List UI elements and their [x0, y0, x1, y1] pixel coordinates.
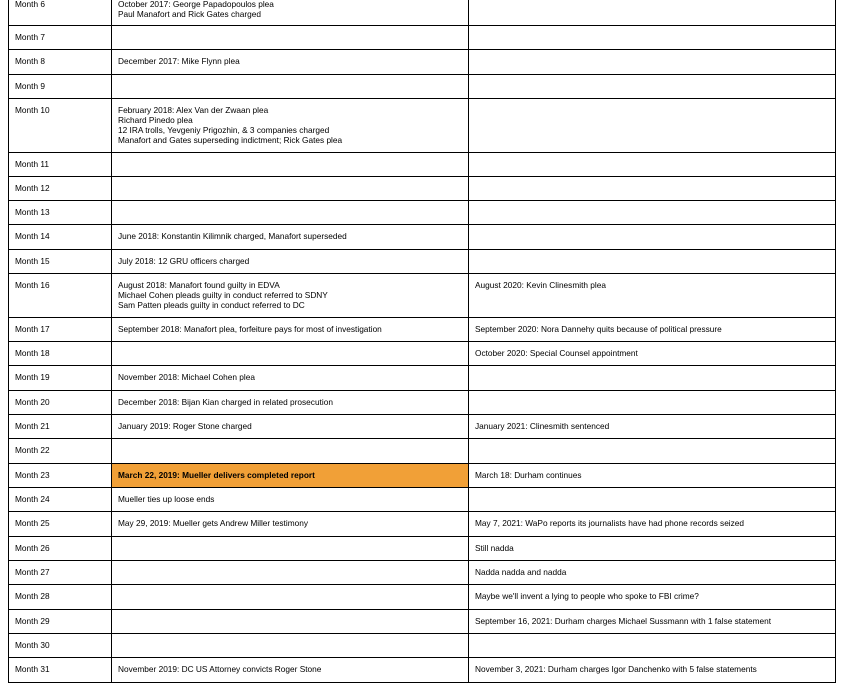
- event-line: December 2018: Bijan Kian charged in related prosecution: [118, 397, 333, 407]
- event-line: August 2020: Kevin Clinesmith plea: [475, 280, 606, 290]
- durham-event-cell: [469, 26, 836, 50]
- durham-event-cell: [469, 274, 836, 318]
- event-line: Nadda nadda and nadda: [475, 567, 567, 577]
- table-row: [9, 537, 836, 561]
- event-line: Maybe we'll invent a lying to people who spoke to FBI crime?: [475, 591, 699, 601]
- month-cell: Month 26: [9, 537, 112, 561]
- event-line: May 29, 2019: Mueller gets Andrew Miller testimony: [118, 518, 308, 528]
- event-line: March 18: Durham continues: [475, 470, 582, 480]
- mueller-event-cell: [112, 342, 469, 366]
- event-line: Manafort and Gates superseding indictment; Rick Gates plea: [118, 135, 343, 145]
- table-row: [9, 26, 836, 50]
- mueller-event-cell: [112, 391, 469, 415]
- mueller-event-cell: [112, 366, 469, 391]
- durham-event-cell: [469, 201, 836, 225]
- event-line: Sam Patten pleads guilty in conduct referred to DC: [118, 300, 305, 310]
- event-line: January 2021: Clinesmith sentenced: [475, 421, 610, 431]
- month-cell: Month 10: [9, 99, 112, 153]
- event-line: Michael Cohen pleads guilty in conduct referred to SDNY: [118, 290, 328, 300]
- event-line: 12 IRA trolls, Yevgeniy Prigozhin, & 3 companies charged: [118, 125, 330, 135]
- event-line: May 7, 2021: WaPo reports its journalists have had phone records seized: [475, 518, 745, 528]
- event-line: January 2019: Roger Stone charged: [118, 421, 252, 431]
- durham-event-cell: [469, 634, 836, 658]
- month-cell: Month 17: [9, 318, 112, 342]
- event-line: February 2018: Alex Van der Zwaan plea: [118, 105, 269, 115]
- mueller-event-cell: [112, 610, 469, 634]
- table-row: [9, 391, 836, 415]
- event-line: September 2020: Nora Dannehy quits because of political pressure: [475, 324, 722, 334]
- timeline-body: [9, 0, 836, 683]
- event-line: Richard Pinedo plea: [118, 115, 193, 125]
- durham-event-cell: [469, 0, 836, 26]
- durham-event-cell: [469, 512, 836, 537]
- month-cell: Month 14: [9, 225, 112, 250]
- mueller-event-cell: [112, 488, 469, 512]
- durham-event-cell: [469, 391, 836, 415]
- month-cell: Month 29: [9, 610, 112, 634]
- table-row: [9, 658, 836, 683]
- event-line: November 2018: Michael Cohen plea: [118, 372, 255, 382]
- month-cell: Month 13: [9, 201, 112, 225]
- mueller-event-cell: [112, 634, 469, 658]
- durham-event-cell: [469, 439, 836, 464]
- table-row: [9, 415, 836, 439]
- event-line: Paul Manafort and Rick Gates charged: [118, 9, 261, 19]
- month-cell: Month 25: [9, 512, 112, 537]
- mueller-event-cell: [112, 658, 469, 683]
- durham-event-cell: [469, 225, 836, 250]
- event-line: March 22, 2019: Mueller delivers completed report: [118, 470, 315, 480]
- event-line: December 2017: Mike Flynn plea: [118, 56, 240, 66]
- durham-event-cell: [469, 75, 836, 99]
- mueller-event-cell: [112, 415, 469, 439]
- mueller-event-cell: [112, 50, 469, 75]
- month-cell: Month 19: [9, 366, 112, 391]
- month-cell: Month 28: [9, 585, 112, 610]
- durham-event-cell: [469, 99, 836, 153]
- event-line: September 16, 2021: Durham charges Michael Sussmann with 1 false statement: [475, 616, 772, 626]
- month-cell: Month 12: [9, 177, 112, 201]
- month-cell: Month 8: [9, 50, 112, 75]
- month-cell: Month 22: [9, 439, 112, 464]
- table-row: [9, 561, 836, 585]
- table-row: [9, 366, 836, 391]
- durham-event-cell: [469, 537, 836, 561]
- mueller-event-cell: [112, 177, 469, 201]
- table-row: [9, 610, 836, 634]
- durham-event-cell: [469, 318, 836, 342]
- table-row: [9, 274, 836, 318]
- durham-event-cell: [469, 153, 836, 177]
- month-cell: Month 20: [9, 391, 112, 415]
- table-row: [9, 439, 836, 464]
- table-row: [9, 99, 836, 153]
- month-cell: Month 7: [9, 26, 112, 50]
- month-cell: Month 11: [9, 153, 112, 177]
- durham-event-cell: [469, 415, 836, 439]
- month-cell: Month 23: [9, 464, 112, 488]
- event-line: Still nadda: [475, 543, 514, 553]
- month-cell: Month 15: [9, 250, 112, 274]
- mueller-event-cell: [112, 26, 469, 50]
- table-row: [9, 464, 836, 488]
- mueller-event-cell: [112, 75, 469, 99]
- table-row: [9, 0, 836, 26]
- table-row: [9, 250, 836, 274]
- timeline-table: [8, 0, 836, 683]
- month-cell: Month 18: [9, 342, 112, 366]
- mueller-event-cell: [112, 201, 469, 225]
- mueller-event-cell: [112, 318, 469, 342]
- mueller-event-cell: [112, 250, 469, 274]
- table-row: [9, 512, 836, 537]
- durham-event-cell: [469, 366, 836, 391]
- durham-event-cell: [469, 585, 836, 610]
- month-cell: Month 24: [9, 488, 112, 512]
- durham-event-cell: [469, 610, 836, 634]
- month-cell: Month 27: [9, 561, 112, 585]
- table-row: [9, 634, 836, 658]
- event-line: October 2020: Special Counsel appointment: [475, 348, 638, 358]
- month-cell: Month 31: [9, 658, 112, 683]
- mueller-event-cell: [112, 153, 469, 177]
- mueller-event-cell: [112, 585, 469, 610]
- durham-event-cell: [469, 250, 836, 274]
- durham-event-cell: [469, 561, 836, 585]
- table-row: [9, 585, 836, 610]
- event-line: August 2018: Manafort found guilty in EDVA: [118, 280, 280, 290]
- month-cell: Month 9: [9, 75, 112, 99]
- event-line: September 2018: Manafort plea, forfeiture pays for most of investigation: [118, 324, 382, 334]
- month-cell: Month 16: [9, 274, 112, 318]
- mueller-event-cell: [112, 537, 469, 561]
- event-line: November 3, 2021: Durham charges Igor Danchenko with 5 false statements: [475, 664, 757, 674]
- mueller-event-cell: [112, 99, 469, 153]
- table-row: [9, 318, 836, 342]
- mueller-event-cell: [112, 274, 469, 318]
- event-line: Mueller ties up loose ends: [118, 494, 215, 504]
- durham-event-cell: [469, 50, 836, 75]
- table-row: [9, 177, 836, 201]
- event-line: October 2017: George Papadopoulos plea: [118, 0, 274, 9]
- month-cell: Month 6: [9, 0, 112, 26]
- table-row: [9, 201, 836, 225]
- table-row: [9, 488, 836, 512]
- durham-event-cell: [469, 488, 836, 512]
- month-cell: Month 21: [9, 415, 112, 439]
- mueller-event-cell: [112, 225, 469, 250]
- event-line: June 2018: Konstantin Kilimnik charged, Manafort superseded: [118, 231, 347, 241]
- mueller-event-cell: [112, 439, 469, 464]
- mueller-event-cell: [112, 561, 469, 585]
- table-row: [9, 50, 836, 75]
- durham-event-cell: [469, 177, 836, 201]
- durham-event-cell: [469, 342, 836, 366]
- durham-event-cell: [469, 464, 836, 488]
- table-row: [9, 75, 836, 99]
- table-row: [9, 342, 836, 366]
- event-line: July 2018: 12 GRU officers charged: [118, 256, 250, 266]
- month-cell: Month 30: [9, 634, 112, 658]
- event-line: November 2019: DC US Attorney convicts Roger Stone: [118, 664, 322, 674]
- mueller-event-cell: [112, 512, 469, 537]
- table-row: [9, 225, 836, 250]
- table-row: [9, 153, 836, 177]
- durham-event-cell: [469, 658, 836, 683]
- mueller-event-cell: [112, 0, 469, 26]
- mueller-event-cell-highlighted: [112, 464, 469, 488]
